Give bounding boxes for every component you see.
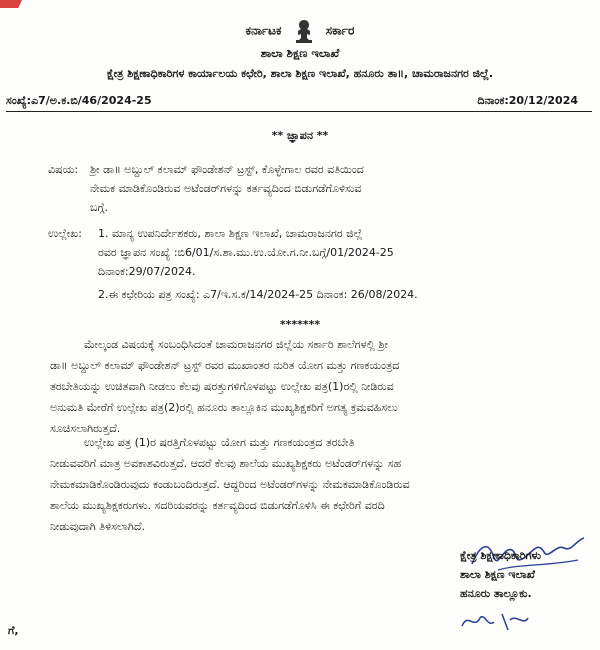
- document-title: ** ಜ್ಞಾಪನ **: [271, 129, 329, 142]
- para2-line-3: ನೇಮಕಮಾಡಿಕೊಂಡಿರುವುದು ಕಂಡುಬಂದಿರುತ್ತದೆ. ಆದ್ದರಿಂದ ಅಟೆಂಡರ್‌ಗಳನ್ನು ನೇಮಕಮಾಡಿಕೊಂಡಿರುವ: [50, 478, 410, 491]
- government-name-right: ಸರ್ಕಾರ: [325, 23, 355, 38]
- para1-line-2: ಡಾ॥ ಅಬ್ದುಲ್ ಕಲಾಮ್ ಫೌಂಡೇಶನ್ ಟ್ರಸ್ಟ್ ರವರ ಮುಖಾಂತರ ನುರಿತ ಯೋಗ ಮತ್ತು ಗಣಕಯಂತ್ರದ: [50, 359, 400, 372]
- subject-block: [48, 160, 586, 217]
- signatory-department: ಶಾಲಾ ಶಿಕ್ಷಣ ಇಲಾಖೆ: [460, 568, 535, 581]
- recipient-label: ಗೆ,: [8, 624, 19, 637]
- subject-line-3: ಬಗ್ಗೆ.: [90, 201, 108, 214]
- subject-line-2: ನೇಮಕ ಮಾಡಿಕೊಂಡಿರುವ ಅಟೆಂಡರ್‌ಗಳನ್ನು ಕರ್ತವ್ಯದಿಂದ ಬಿಡುಗಡೆಗೊಳಿಸುವ: [90, 182, 362, 195]
- reference-item-1-line-1: 1. ಮಾನ್ಯ ಉಪನಿರ್ದೇಶಕರು, ಶಾಲಾ ಶಿಕ್ಷಣ ಇಲಾಖೆ, ಚಾಮರಾಜನಗರ ಜಿಲ್ಲೆ: [98, 227, 363, 240]
- subject-line-1: ಶ್ರೀ ಡಾ॥ ಅಬ್ದುಲ್ ಕಲಾಮ್ ಫೌಂಡೇಶನ್ ಟ್ರಸ್ಟ್, ಕೊಳ್ಳೇಗಾಲ ರವರ ವತಿಯಿಂದ: [90, 163, 364, 176]
- header-divider: [6, 111, 592, 112]
- corner-mark: [0, 0, 22, 8]
- para1-line-1: ಮೇಲ್ಕಂಡ ವಿಷಯಕ್ಕೆ ಸಂಬಂಧಿಸಿದಂತೆ ಚಾಮರಾಜನಗರ ಜಿಲ್ಲೆಯ ಸರ್ಕಾರಿ ಶಾಲೆಗಳಲ್ಲಿ ಶ್ರೀ: [84, 338, 389, 351]
- subject-label: ವಿಷಯ:: [48, 163, 79, 176]
- reference-date: ದಿನಾಂಕ:20/12/2024: [477, 94, 578, 107]
- government-name-left: ಕರ್ನಾಟಕ: [245, 23, 282, 38]
- signatory-title: ಕ್ಷೇತ್ರ ಶಿಕ್ಷಣಾಧಿಕಾರಿಗಳು: [460, 549, 541, 562]
- body-paragraph-2: [50, 432, 588, 537]
- signatory-location: ಹನೂರು ತಾಲ್ಲೂಕು.: [460, 587, 532, 600]
- para2-line-1: ಉಲ್ಲೇಖ ಪತ್ರ (1)ರ ಷರತ್ತಿಗೊಳಪಟ್ಟು ಯೋಗ ಮತ್ತು ಗಣಕಯಂತ್ರದ ತರಬೇತಿ: [84, 436, 355, 449]
- initials-scribble: [458, 608, 530, 634]
- section-separator: *******: [279, 318, 321, 331]
- karnataka-emblem-icon: [292, 18, 316, 44]
- para1-line-5: ಸೂಚಿಸಲಾಗಿರುತ್ತದೆ.: [50, 422, 121, 435]
- para1-line-4: ಅನುಮತಿ ಮೇರೆಗೆ ಉಲ್ಲೇಖ ಪತ್ರ(2)ರಲ್ಲಿ ಹನೂರು ತಾಲ್ಲೂಕಿನ ಮುಖ್ಯಶಿಕ್ಷಕರಿಗೆ ಅಗತ್ಯ ಕ್ರಮವಹಿಸಲು: [50, 401, 398, 414]
- para2-line-5: ನೀಡುವುದಾಗಿ ತಿಳಿಸಲಾಗಿದೆ.: [50, 520, 145, 533]
- references-label: ಉಲ್ಲೇಖ:: [48, 227, 82, 240]
- signature-block: [460, 546, 600, 603]
- para1-line-3: ತರಬೇತಿಯನ್ನು ಉಚಿತವಾಗಿ ನೀಡಲು ಕೆಲವು ಷರತ್ತುಗಳಿಗೊಳಪಟ್ಟು ಉಲ್ಲೇಖ ಪತ್ರ(1)ರಲ್ಲಿ ನೀಡಿರುವ: [50, 380, 394, 393]
- government-line: [0, 18, 600, 44]
- reference-item-1-line-3: ದಿನಾಂಕ:29/07/2024.: [98, 265, 196, 278]
- para2-line-4: ಶಾಲೆಯ ಮುಖ್ಯಶಿಕ್ಷಕರುಗಳು. ಸದರಿಯವರನ್ನು ಕರ್ತವ್ಯದಿಂದ ಬಿಡುಗಡೆಗೊಳಿಸಿ ಈ ಕಛೇರಿಗೆ ವರದಿ: [50, 499, 385, 512]
- reference-number: ಸಂಖ್ಯೆ:ಎ7/ಅ.ಕ.ಬಿ/46/2024-25: [6, 94, 152, 107]
- reference-item-1-line-2: ರವರ ಜ್ಞಾಪನ ಸಂಖ್ಯೆ :ಬಿ6/01/ಸ.ಶಾ.ಮು.ಉ.ಯೋ.ಗ.ನೀ.ಬಗ್ಗೆ/01/2024-25: [98, 246, 394, 259]
- office-name: ಕ್ಷೇತ್ರ ಶಿಕ್ಷಣಾಧಿಕಾರಿಗಳ ಕಾರ್ಯಾಲಯ ಕಛೇರಿ, ಶಾಲಾ ಶಿಕ್ಷಣ ಇಲಾಖೆ, ಹನೂರು ತಾ॥, ಚಾಮರಾಜನಗರ ಜಿಲ್ಲೆ.: [106, 67, 494, 80]
- references-block: [48, 224, 586, 304]
- reference-item-2: 2.ಈ ಕಛೇರಿಯ ಪತ್ರ ಸಂಖ್ಯೆ: ಎ7/ಇ.ಸ.ಕ/14/2024-25 ದಿನಾಂಕ: 26/08/2024.: [98, 288, 418, 301]
- department-name: ಶಾಲಾ ಶಿಕ್ಷಣ ಇಲಾಖೆ: [260, 46, 340, 60]
- para2-line-2: ನೀಡುವವರಿಗೆ ಮಾತ್ರ ಅವಕಾಶವಿರುತ್ತದೆ. ಆದರೆ ಕೆಲವು ಶಾಲೆಯ ಮುಖ್ಯಶಿಕ್ಷಕರು ಅಟೆಂಡರ್‌ಗಳನ್ನು ಸಹ: [50, 457, 402, 470]
- body-paragraph-1: [50, 334, 588, 439]
